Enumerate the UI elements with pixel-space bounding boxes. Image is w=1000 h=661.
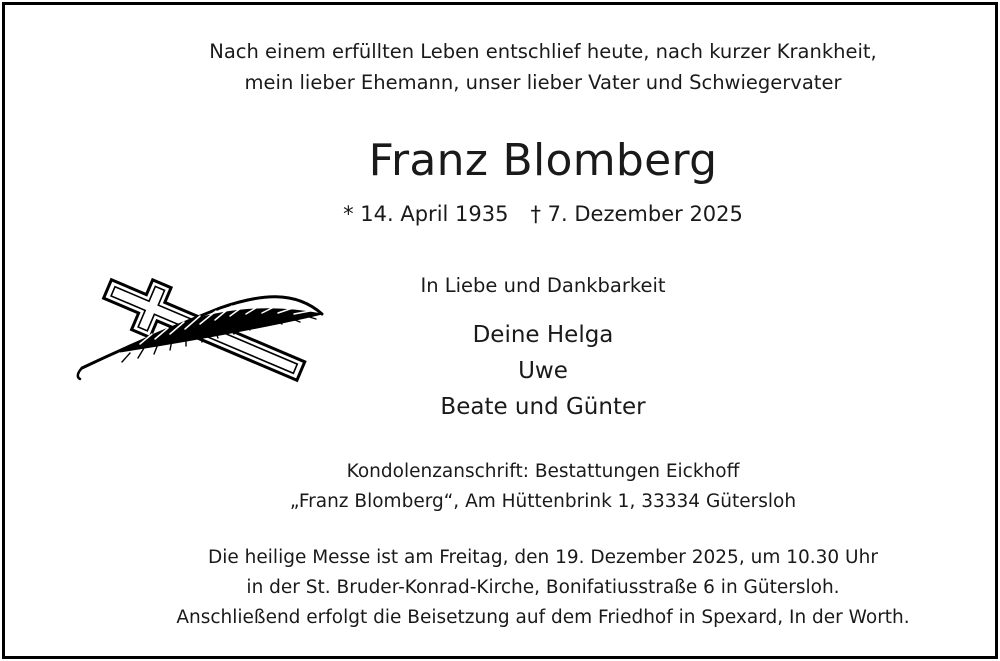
service-line-2: in der St. Bruder-Konrad-Kirche, Bonifatiusstraße 6 in Gütersloh.: [246, 577, 840, 598]
death-date: 7. Dezember 2025: [547, 202, 743, 226]
dedication-text: In Liebe und Dankbarkeit: [420, 274, 666, 297]
family-list: [440, 317, 645, 425]
intro-line-1: Nach einem erfüllten Leben entschlief heute, nach kurzer Krankheit,: [209, 40, 877, 63]
birth-date: 14. April 1935: [360, 202, 509, 226]
family-member: Uwe: [518, 358, 568, 384]
intro-text: [209, 36, 877, 98]
birth-symbol: *: [343, 202, 354, 226]
cross-with-palm-icon: [60, 258, 332, 398]
deceased-name: Franz Blomberg: [368, 135, 718, 186]
death-symbol: †: [530, 202, 541, 226]
service-line-1: Die heilige Messe ist am Freitag, den 19. Dezember 2025, um 10.30 Uhr: [208, 547, 878, 568]
life-dates: [343, 199, 743, 229]
family-member: Beate und Günter: [440, 394, 646, 420]
condolence-line-2: „Franz Blomberg“, Am Hüttenbrink 1, 33334 Gütersloh: [289, 491, 797, 512]
condolence-address: [290, 457, 796, 517]
intro-line-2: mein lieber Ehemann, unser lieber Vater und Schwiegervater: [244, 71, 842, 94]
condolence-line-1: Kondolenzanschrift: Bestattungen Eickhoff: [346, 461, 740, 482]
service-info: [176, 543, 909, 633]
family-member: Deine Helga: [472, 322, 614, 348]
service-line-3: Anschließend erfolgt die Beisetzung auf dem Friedhof in Spexard, In der Worth.: [176, 607, 910, 628]
